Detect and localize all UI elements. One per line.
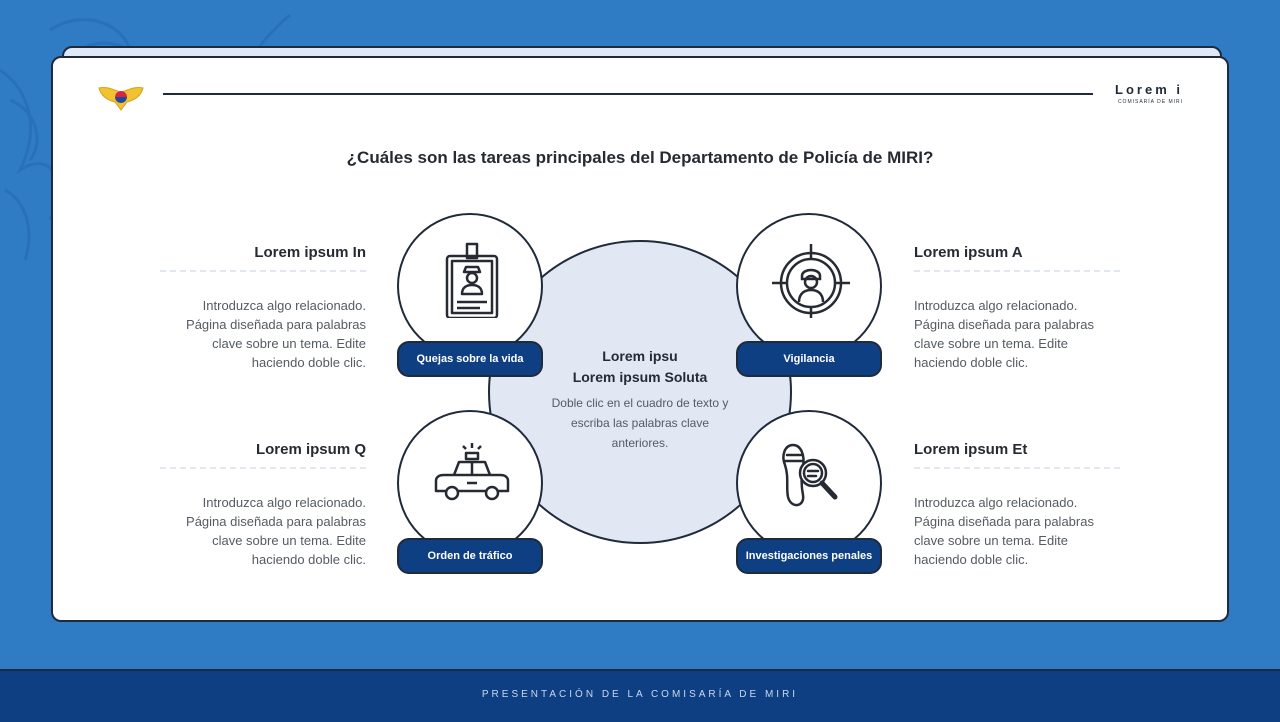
block-heading: Lorem ipsum Et bbox=[914, 441, 1028, 458]
dashed-divider bbox=[914, 467, 1120, 469]
block-heading: Lorem ipsum In bbox=[254, 244, 366, 261]
pill-quejas: Quejas sobre la vida bbox=[397, 341, 543, 377]
police-badge-logo-icon bbox=[97, 80, 145, 112]
brand-title: Lorem i bbox=[1115, 82, 1183, 97]
icon-circle-badge bbox=[397, 213, 543, 359]
pill-orden-trafico: Orden de tráfico bbox=[397, 538, 543, 574]
brand-subtitle: COMISARÍA DE MIRI bbox=[1117, 99, 1183, 105]
pill-investigaciones: Investigaciones penales bbox=[736, 538, 882, 574]
text-block-bottom-right bbox=[914, 441, 1120, 569]
footprint-magnifier-icon bbox=[771, 435, 851, 515]
center-description: Doble clic en el cuadro de texto y escriba las palabras clave anteriores. bbox=[551, 396, 729, 450]
icon-circle-car bbox=[397, 410, 543, 556]
block-heading: Lorem ipsum A bbox=[914, 244, 1023, 261]
header-divider bbox=[163, 93, 1093, 95]
block-heading: Lorem ipsum Q bbox=[255, 441, 366, 458]
text-block-bottom-left bbox=[160, 441, 366, 569]
text-block-top-left bbox=[160, 244, 366, 372]
icon-circle-target bbox=[736, 213, 882, 359]
target-suspect-icon bbox=[771, 238, 851, 318]
icon-circle-investigation bbox=[736, 410, 882, 556]
police-car-icon bbox=[432, 435, 512, 515]
id-badge-icon bbox=[432, 238, 512, 318]
center-title bbox=[538, 346, 742, 388]
dashed-divider bbox=[914, 270, 1120, 272]
block-description: Introduzca algo relacionado. Página diseñada para palabras clave sobre un tema. Edite haciendo doble clic. bbox=[186, 298, 366, 370]
block-description: Introduzca algo relacionado. Página diseñada para palabras clave sobre un tema. Edite haciendo doble clic. bbox=[914, 495, 1094, 567]
center-title-line2: Lorem ipsum Soluta bbox=[572, 369, 708, 385]
block-description: Introduzca algo relacionado. Página diseñada para palabras clave sobre un tema. Edite haciendo doble clic. bbox=[914, 298, 1094, 370]
dashed-divider bbox=[160, 467, 366, 469]
dashed-divider bbox=[160, 270, 366, 272]
slide-title: ¿Cuáles son las tareas principales del Departamento de Policía de MIRI? bbox=[346, 148, 934, 167]
footer-bar: PRESENTACIÓN DE LA COMISARÍA DE MIRI bbox=[0, 669, 1280, 722]
pill-vigilancia: Vigilancia bbox=[736, 341, 882, 377]
text-block-top-right bbox=[914, 244, 1120, 372]
block-description: Introduzca algo relacionado. Página diseñada para palabras clave sobre un tema. Edite haciendo doble clic. bbox=[186, 495, 366, 567]
center-title-line1: Lorem ipsu bbox=[602, 348, 678, 364]
